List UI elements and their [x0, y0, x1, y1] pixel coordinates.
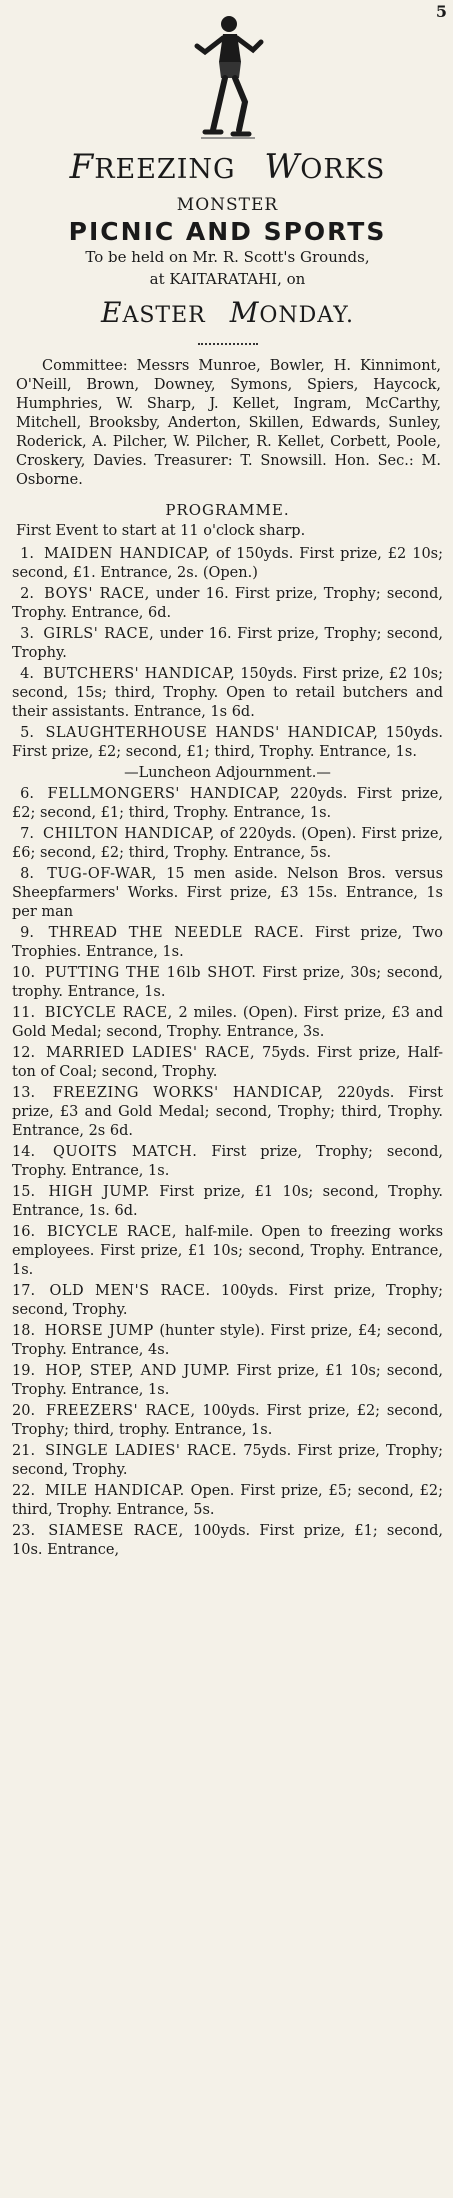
event-item — [12, 1143, 443, 1181]
event-details: First prize, Trophy; second, Trophy. Entrance, 1s. — [12, 1144, 444, 1179]
event-name: SINGLE LADIES' RACE. — [45, 1443, 238, 1459]
event-details: 15 men aside. Nelson Bros. versus Sheepfarmers' Works. First prize, £3 15s. Entrance, 1s per man — [12, 866, 444, 920]
heading-picnic-and-sports: PICNIC AND SPORTS — [68, 217, 387, 246]
event-details: of 150yds. First prize, £2 10s; second, £1. Entrance, 2s. (Open.) — [12, 546, 444, 581]
event-details: 150yds. First prize, £2 10s; second, 15s; third, Trophy. Open to retail butchers and their assistants. Entrance, 1s 6d. — [12, 666, 444, 720]
event-name: QUOITS MATCH. — [53, 1144, 198, 1160]
event-name: BUTCHERS' HANDICAP, — [42, 666, 236, 682]
event-name: THREAD THE NEEDLE RACE. — [48, 925, 305, 941]
event-details: 2 miles. (Open). First prize, £3 and Gold Medal; second, Trophy. Entrance, 3s. — [12, 1005, 443, 1040]
event-item — [12, 1223, 443, 1280]
event-item — [12, 724, 443, 762]
event-number: 22. — [12, 1483, 36, 1499]
event-number: 6. — [20, 786, 34, 802]
heading-easter-monday: EASTER MONDAY. — [101, 296, 354, 329]
event-name: BICYCLE RACE, — [44, 1005, 173, 1021]
event-number: 12. — [12, 1045, 36, 1061]
event-details: (hunter style). First prize, £4; second, Trophy. Entrance, 4s. — [12, 1323, 443, 1358]
event-name: FELLMONGERS' HANDICAP, — [47, 786, 281, 802]
event-name: OLD MEN'S RACE. — [49, 1283, 211, 1299]
event-number: 14. — [12, 1144, 36, 1160]
event-item — [12, 665, 443, 722]
event-details: First prize, £1 10s; second, Trophy. Entrance, 1s. 6d. — [12, 1184, 444, 1219]
event-number: 21. — [12, 1443, 36, 1459]
event-item — [12, 924, 443, 962]
event-number: 11. — [12, 1005, 36, 1021]
event-item — [12, 1322, 443, 1360]
event-item — [12, 1482, 443, 1520]
event-item — [12, 1183, 443, 1221]
event-number: 15. — [12, 1184, 36, 1200]
event-name: FREEZING WORKS' HANDICAP, — [52, 1085, 324, 1101]
programme-title: PROGRAMME. — [165, 501, 290, 519]
committee-paragraph: Committee: Messrs Munroe, Bowler, H. Kinnimont, O'Neill, Brown, Downey, Symons, Spiers, Haycock, Humphries, W. Sharp, J. Kellet, Ingram, McCarthy, Mitchell, Brooksby, Anderton, Skillen, Edwards, Sunley, Roderick, A. Pilcher, W. Pilcher, R. Kellet, Corbett, Poole, Croskery, Davies. Treasurer: T. Snowsill. Hon. Sec.: M. Osborne. — [16, 358, 441, 488]
event-details: under 16. First prize, Trophy; second, Trophy. — [12, 626, 444, 661]
event-name: TUG-OF-WAR, — [47, 866, 157, 882]
event-number: 16. — [12, 1224, 36, 1240]
corner-mark: 5 — [435, 2, 447, 21]
heading-monster: MONSTER — [176, 195, 279, 215]
divider — [198, 343, 258, 345]
event-details: 220yds. First prize, £3 and Gold Medal; second, Trophy; third, Trophy. Entrance, 2s 6d. — [12, 1085, 443, 1139]
event-item — [12, 785, 443, 823]
event-item — [12, 1362, 443, 1400]
event-name: SIAMESE RACE, — [48, 1523, 184, 1539]
event-number: 18. — [12, 1323, 36, 1339]
event-item — [12, 1522, 443, 1560]
event-number: 8. — [20, 866, 34, 882]
event-number: 10. — [12, 965, 36, 981]
event-number: 17. — [12, 1283, 36, 1299]
event-name: FREEZERS' RACE, — [45, 1403, 196, 1419]
event-name: GIRLS' RACE, — [43, 626, 155, 642]
event-list-afternoon — [12, 785, 443, 1560]
held-line-2: at KAITARATAHI, on — [149, 270, 306, 288]
heading-freezing-works: FREEZING WORKS — [69, 147, 386, 187]
event-item — [12, 964, 443, 1002]
event-details: half-mile. Open to freezing works employees. First prize, £1 10s; second, Trophy. Entrance, 1s. — [12, 1224, 444, 1278]
event-details: Open. First prize, £5; second, £2; third, Trophy. Entrance, 5s. — [12, 1483, 444, 1518]
event-number: 20. — [12, 1403, 36, 1419]
event-name: HOP, STEP, AND JUMP. — [45, 1363, 231, 1379]
event-name: MILE HANDICAP. — [44, 1483, 185, 1499]
event-item — [12, 1044, 443, 1082]
event-number: 13. — [12, 1085, 36, 1101]
event-details: 220yds. First prize, £2; second, £1; third, Trophy. Entrance, 1s. — [12, 786, 443, 821]
event-number: 23. — [12, 1523, 36, 1539]
event-number: 4. — [20, 666, 34, 682]
event-name: MARRIED LADIES' RACE, — [46, 1045, 256, 1061]
event-name: MAIDEN HANDICAP, — [43, 546, 211, 562]
event-details: 100yds. First prize, £2; second, Trophy; third, trophy. Entrance, 1s. — [12, 1403, 444, 1438]
event-name: BOYS' RACE, — [44, 586, 150, 602]
event-item — [12, 1402, 443, 1440]
event-item — [12, 585, 443, 623]
first-event-note: First Event to start at 11 o'clock sharp. — [16, 523, 306, 539]
event-name: CHILTON HANDICAP, — [43, 826, 215, 842]
event-number: 1. — [20, 546, 34, 562]
event-details: 75yds. First prize, Half-ton of Coal; second, Trophy. — [12, 1045, 444, 1080]
event-item — [12, 1282, 443, 1320]
event-item — [12, 1442, 443, 1480]
event-number: 2. — [20, 586, 34, 602]
event-item — [12, 865, 443, 922]
event-details: First prize, Two Trophies. Entrance, 1s. — [12, 925, 444, 960]
event-details: 100yds. First prize, Trophy; second, Trophy. — [12, 1283, 444, 1318]
event-number: 7. — [20, 826, 34, 842]
event-details: under 16. First prize, Trophy; second, Trophy. Entrance, 6d. — [12, 586, 444, 621]
event-item — [12, 1084, 443, 1141]
sprinter-figure-icon — [183, 12, 273, 142]
event-details: First prize, £1 10s; second, Trophy. Entrance, 1s. — [12, 1363, 444, 1398]
event-name: SLAUGHTERHOUSE HANDS' HANDICAP, — [45, 725, 379, 741]
event-number: 5. — [20, 725, 34, 741]
event-name: HIGH JUMP. — [48, 1184, 150, 1200]
event-item — [12, 625, 443, 663]
event-number: 9. — [20, 925, 34, 941]
event-list-morning — [12, 545, 443, 762]
event-item — [12, 825, 443, 863]
event-number: 19. — [12, 1363, 36, 1379]
event-details: First prize, 30s; second, trophy. Entrance, 1s. — [12, 965, 443, 1000]
event-details: of 220yds. (Open). First prize, £6; second, £2; third, Trophy. Entrance, 5s. — [12, 826, 444, 861]
event-details: 150yds. First prize, £2; second, £1; third, Trophy. Entrance, 1s. — [12, 725, 443, 760]
event-item — [12, 545, 443, 583]
event-item — [12, 1004, 443, 1042]
event-details: 75yds. First prize, Trophy; second, Trophy. — [12, 1443, 444, 1478]
luncheon-adjournment: —Luncheon Adjournment.— — [124, 765, 331, 781]
event-details: 100yds. First prize, £1; second, 10s. Entrance, — [12, 1523, 444, 1558]
event-name: PUTTING THE 16lb SHOT. — [44, 965, 257, 981]
event-name: BICYCLE RACE, — [46, 1224, 177, 1240]
held-line-1: To be held on Mr. R. Scott's Grounds, — [85, 248, 370, 266]
event-number: 3. — [20, 626, 34, 642]
event-name: HORSE JUMP — [44, 1323, 154, 1339]
